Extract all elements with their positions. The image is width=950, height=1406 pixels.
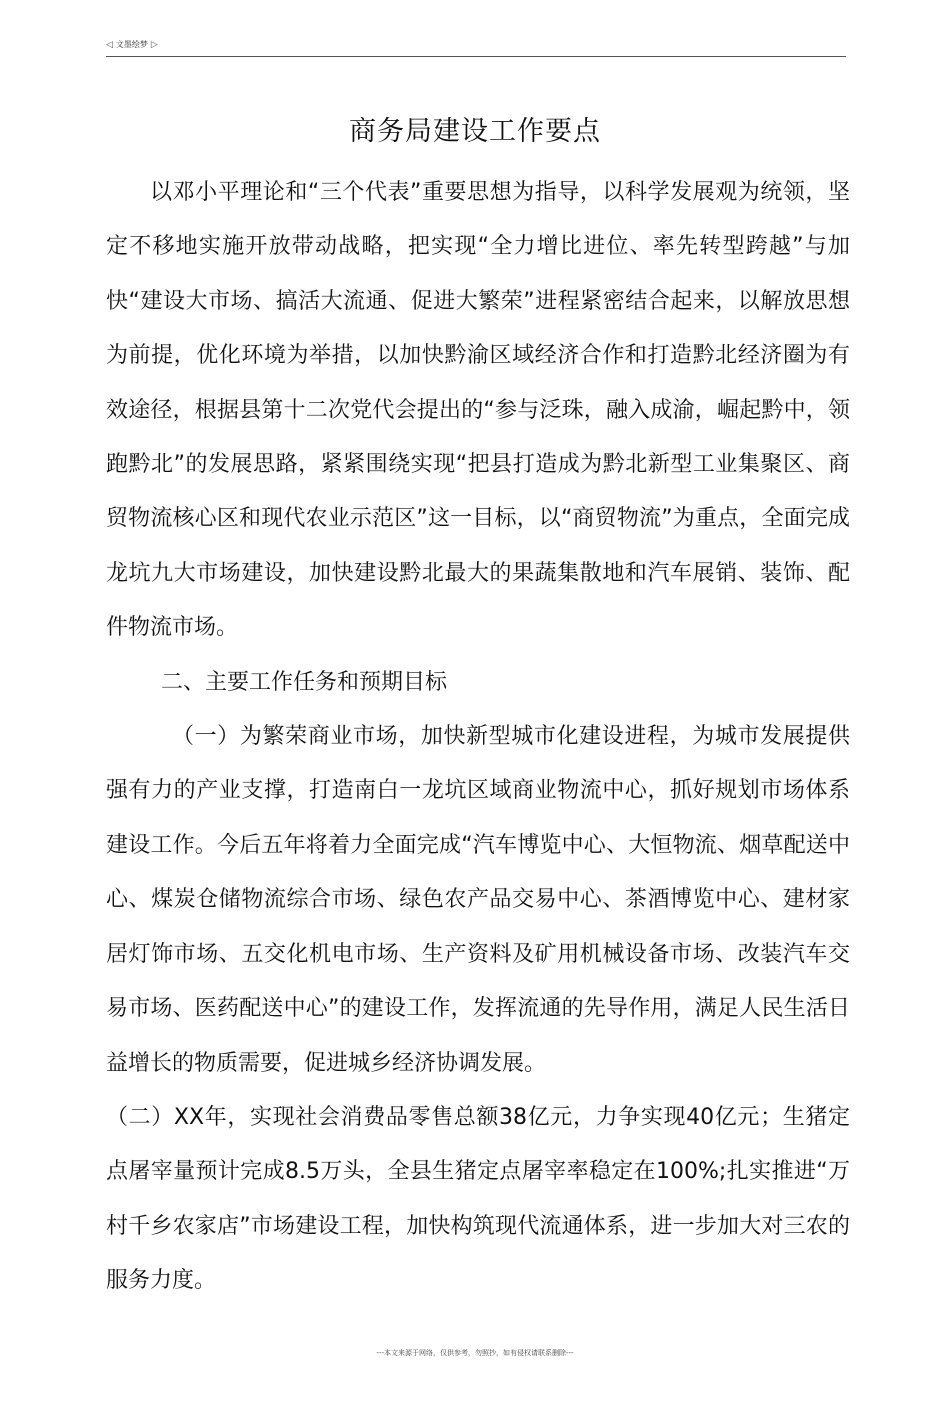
- page-header: [106, 38, 846, 57]
- document-body: [106, 166, 850, 1309]
- document-title: 商务局建设工作要点: [349, 116, 601, 147]
- section-heading: 二、主要工作任务和预期目标: [161, 669, 448, 695]
- left-triangle-icon: ◁: [106, 40, 113, 50]
- right-triangle-icon: ▷: [150, 40, 158, 50]
- paragraph-task-one: （一）为繁荣商业市场，加快新型城市化建设进程，为城市发展提供强有力的产业支撑，打造南白一龙坑区域商业物流中心，抓好规划市场体系建设工作。今后五年将着力全面完成“汽车博览中心、大恒物流、烟草配送中心、煤炭仓储物流综合市场、绿色农产品交易中心、茶酒博览中心、建材家居灯饰市场、五交化机电市场、生产资料及矿用机械设备市场、改装汽车交易市场、医药配送中心”的建设工作，发挥流通的先导作用，满足人民生活日益增长的物质需要，促进城乡经济协调发展。: [106, 724, 850, 1076]
- paragraph-task-two: （二）XX年，实现社会消费品零售总额38亿元，力争实现40亿元；生猪定点屠宰量预计完成8.5万头，全县生猪定点屠宰率稳定在100%;扎实推进“万村千乡农家店”市场建设工程，加快构筑现代流通体系，进一步加大对三农的服务力度。: [106, 1104, 850, 1294]
- page-footer: ---本文来源于网络，仅供参考，勿照抄，如有侵权请联系删除---: [376, 1349, 574, 1357]
- header-text: 文墨绘梦: [115, 40, 148, 49]
- paragraph-guiding-principles: 以邓小平理论和“三个代表”重要思想为指导，以科学发展观为统领，坚定不移地实施开放带动战略，把实现“全力增比进位、率先转型跨越”与加快“建设大市场、搞活大流通、促进大繁荣”进程紧密结合起来，以解放思想为前提，优化环境为举措，以加快黔渝区域经济合作和打造黔北经济圈为有效途径，根据县第十二次党代会提出的“参与泛珠，融入成渝，崛起黔中，领跑黔北”的发展思路，紧紧围绕实现“把县打造成为黔北新型工业集聚区、商贸物流核心区和现代农业示范区”这一目标，以“商贸物流”为重点，全面完成龙坑九大市场建设，加快建设黔北最大的果蔬集散地和汽车展销、装饰、配件物流市场。: [106, 180, 850, 641]
